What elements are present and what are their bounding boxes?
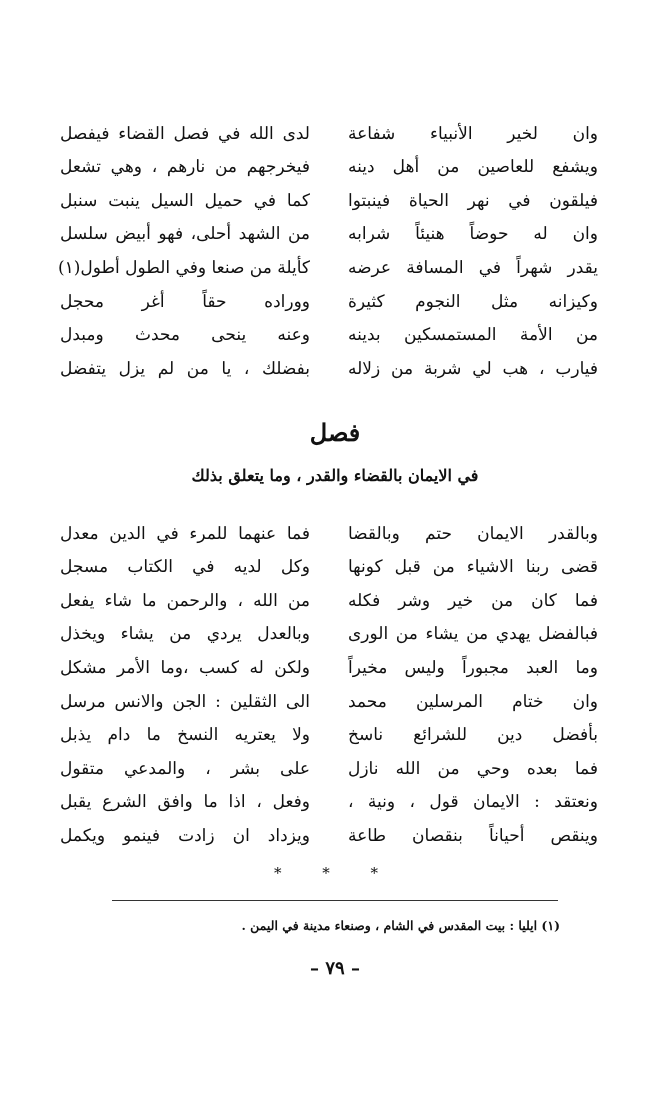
verse-row	[57, 251, 598, 285]
verse-first-hemistich: فيلقون في نهر الحياة فينبتوا	[348, 190, 598, 211]
verse-second-hemistich: ولكن له كسب ،وما الأمر مشكل	[60, 657, 310, 678]
poem-top	[57, 117, 598, 386]
verse-second-hemistich: ووراده حقاً أغر محجل	[60, 291, 310, 312]
verse-row	[60, 584, 598, 618]
verse-row	[60, 117, 598, 151]
footnote: (١) ايليا : بيت المقدس في الشام ، وصنعاء مدينة في اليمن .	[241, 918, 560, 933]
verse-second-hemistich: وبالعدل يردي من يشاء ويخذل	[60, 624, 310, 645]
verse-second-hemistich: ويزداد ان زادت فينمو ويكمل	[60, 825, 310, 846]
verse-row	[60, 819, 598, 853]
verse-second-hemistich: من الله ، والرحمن ما شاء يفعل	[60, 590, 310, 611]
verse-first-hemistich: وان لخير الأنبياء شفاعة	[348, 123, 598, 144]
verse-first-hemistich: يقدر شهراً في المسافة عرضه	[348, 257, 598, 278]
verse-second-hemistich: بفضلك ، يا من لم يزل يتفضل	[60, 358, 310, 379]
section-subtitle: في الايمان بالقضاء والقدر ، وما يتعلق بذلك	[191, 466, 479, 485]
verse-row	[60, 517, 598, 551]
verse-row	[60, 651, 598, 685]
verse-first-hemistich: بأفضل دين للشرائع ناسخ	[348, 725, 598, 746]
verse-second-hemistich: فما عنهما للمرء في الدين معدل	[60, 523, 310, 544]
verse-second-hemistich: كأيلة من صنعا وفي الطول أطول(١)	[57, 257, 310, 278]
verse-second-hemistich: من الشهد أحلى، فهو أبيض سلسل	[60, 224, 310, 245]
verse-second-hemistich: لدى الله في فصل القضاء فيفصل	[60, 123, 310, 144]
verse-first-hemistich: فما بعده وحي من الله نازل	[348, 758, 598, 779]
verse-second-hemistich: ولا يعتريه النسخ ما دام يذبل	[60, 725, 310, 746]
verse-row	[60, 285, 598, 319]
verse-first-hemistich: وينقص أحياناً بنقصان طاعة	[348, 825, 598, 846]
verse-first-hemistich: ويشفع للعاصين من أهل دينه	[348, 157, 598, 178]
verse-row	[60, 319, 598, 353]
verse-row	[60, 786, 598, 820]
verse-row	[60, 618, 598, 652]
verse-second-hemistich: الى الثقلين : الجن والانس مرسل	[60, 691, 310, 712]
verse-second-hemistich: وفعل ، اذا ما وافق الشرع يقبل	[60, 792, 310, 813]
verse-second-hemistich: كما في حميل السيل ينبت سنبل	[60, 190, 310, 211]
verse-second-hemistich: على بشر ، والمدعي متقول	[60, 758, 310, 779]
verse-row	[60, 719, 598, 753]
verse-row	[60, 218, 598, 252]
verse-row	[60, 184, 598, 218]
verse-first-hemistich: وكيزانه مثل النجوم كثيرة	[348, 291, 598, 312]
verse-first-hemistich: وبالقدر الايمان حتم وبالقضا	[348, 523, 598, 544]
footnote-rule	[112, 900, 558, 901]
verse-second-hemistich: وكل لديه في الكتاب مسجل	[60, 557, 310, 578]
verse-first-hemistich: فبالفضل يهدي من يشاء من الورى	[348, 624, 598, 645]
verse-row	[60, 352, 598, 386]
verse-row	[60, 752, 598, 786]
section-separator-stars: * * *	[273, 864, 397, 882]
verse-first-hemistich: وان له حوضاً هنيئاً شرابه	[348, 224, 598, 245]
verse-row	[60, 551, 598, 585]
verse-first-hemistich: وما العبد مجبوراً وليس مخيراً	[348, 657, 598, 678]
section-title: فصل	[309, 418, 361, 447]
page-number: – ٧٩ –	[310, 958, 360, 979]
verse-first-hemistich: ونعتقد : الايمان قول ، ونية ،	[348, 792, 598, 813]
verse-row	[60, 685, 598, 719]
verse-row	[60, 151, 598, 185]
poem-bottom	[60, 517, 598, 853]
verse-first-hemistich: فيارب ، هب لي شربة من زلاله	[348, 358, 598, 379]
verse-second-hemistich: فيخرجهم من نارهم ، وهي تشعل	[60, 157, 310, 178]
verse-first-hemistich: فما كان من خير وشر فكله	[348, 590, 598, 611]
verse-first-hemistich: وان ختام المرسلين محمد	[348, 691, 598, 712]
verse-first-hemistich: قضى ربنا الاشياء من قبل كونها	[348, 557, 598, 578]
verse-second-hemistich: وعنه ينحى محدث ومبدل	[60, 325, 310, 346]
verse-first-hemistich: من الأمة المستمسكين بدينه	[348, 325, 598, 346]
